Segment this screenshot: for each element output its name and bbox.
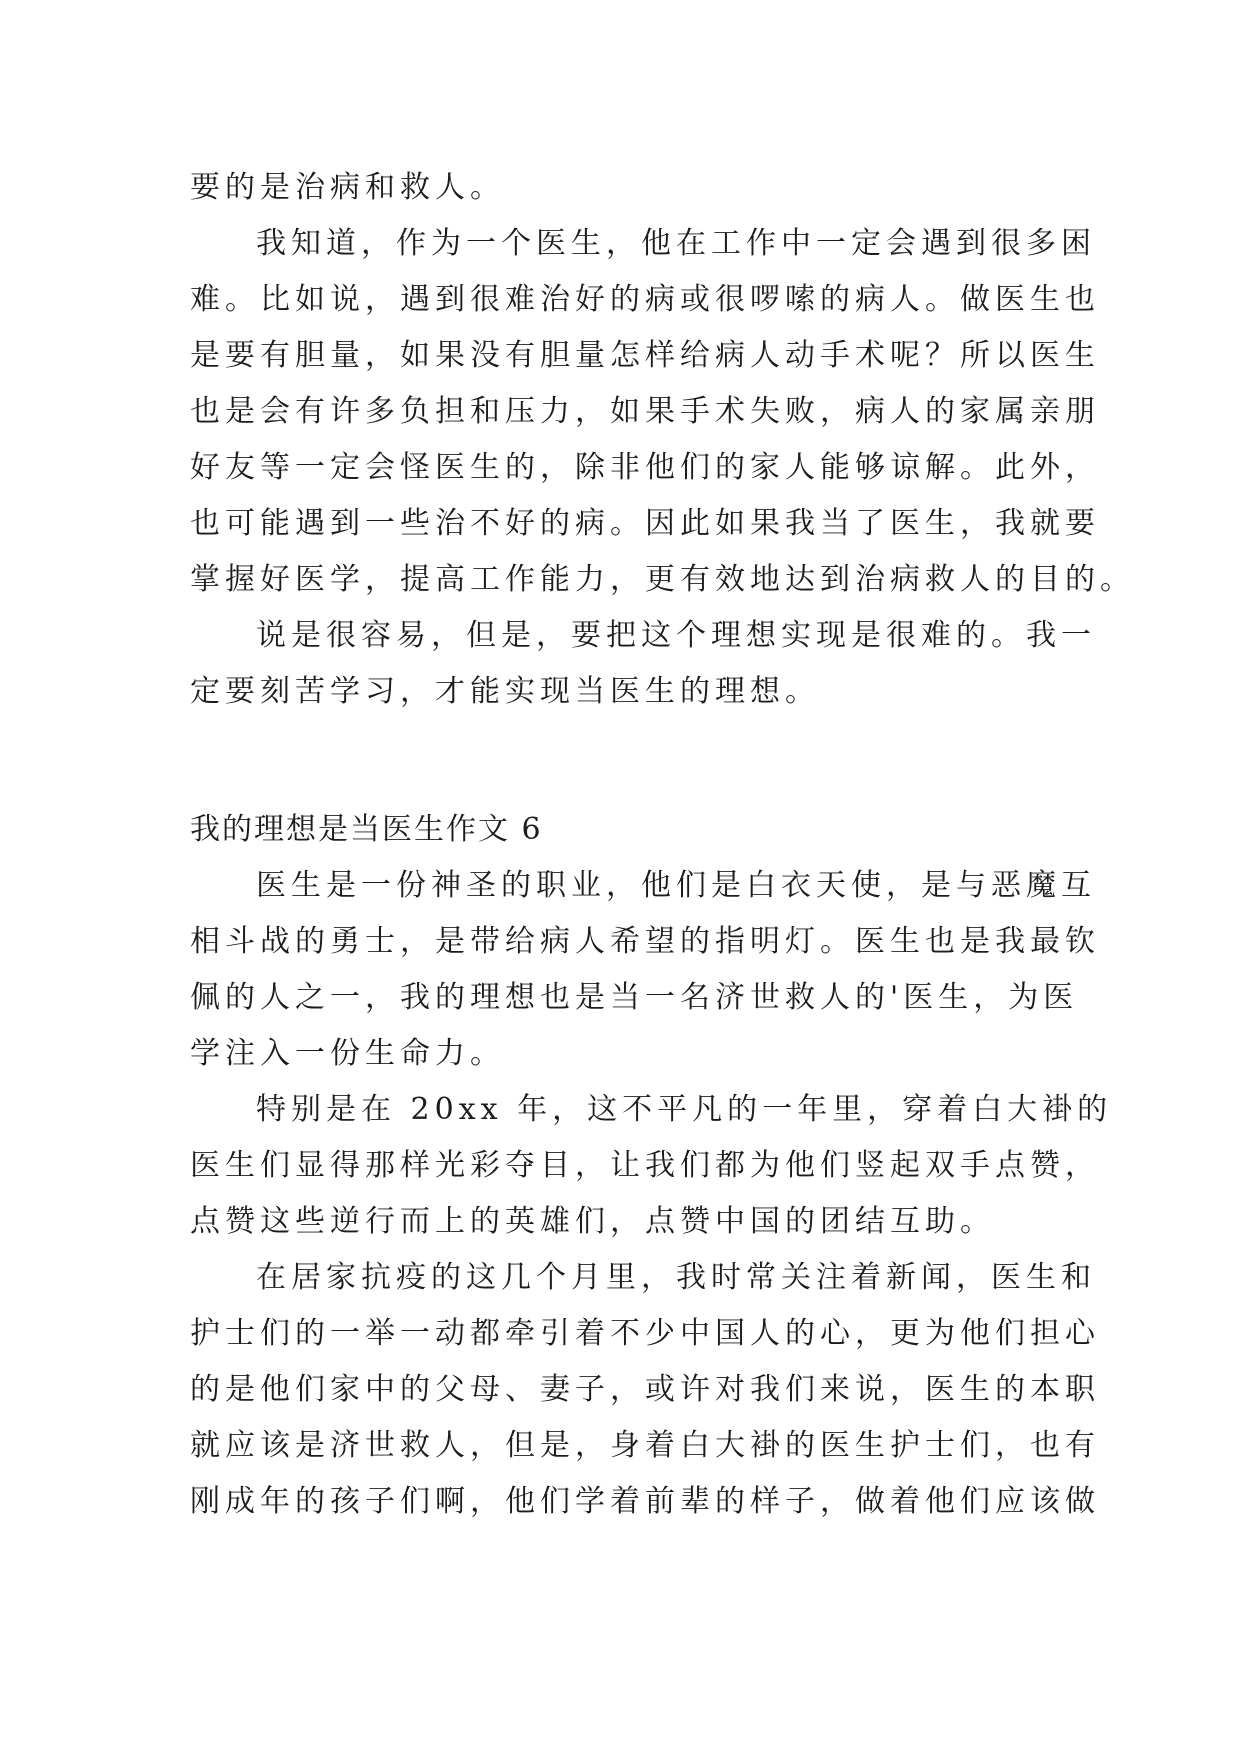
text-line: 就应该是济世救人，但是，身着白大褂的医生护士们，也有: [190, 1428, 1100, 1463]
text-line: 在居家抗疫的这几个月里，我时常关注着新闻，医生和: [256, 1260, 1096, 1295]
paragraph: [190, 608, 1096, 720]
text-line: 是要有胆量，如果没有胆量怎样给病人动手术呢？所以医生: [190, 338, 1100, 373]
text-line: 学注入一份生命力。: [190, 1036, 505, 1071]
paragraph: [190, 216, 1135, 608]
text-line: 难。比如说，遇到很难治好的病或很啰嗦的病人。做医生也: [190, 282, 1100, 317]
text-line: 佩的人之一，我的理想也是当一名济世救人的'医生，为医: [190, 980, 1079, 1015]
text-line: 医生是一份神圣的职业，他们是白衣天使，是与恶魔互: [256, 868, 1096, 903]
text-line: 医生们显得那样光彩夺目，让我们都为他们竖起双手点赞，: [190, 1148, 1100, 1183]
text-line: 护士们的一举一动都牵引着不少中国人的心，更为他们担心: [190, 1316, 1100, 1351]
text-line: 好友等一定会怪医生的，除非他们的家人能够谅解。此外，: [190, 450, 1100, 485]
paragraph: [190, 858, 1100, 1082]
section-heading: 我的理想是当医生作文 6: [190, 812, 543, 847]
text-line: 掌握好医学，提高工作能力，更有效地达到治病救人的目的。: [190, 562, 1135, 597]
text-line: 特别是在 20xx 年，这不平凡的一年里，穿着白大褂的: [256, 1092, 1113, 1127]
text-line: 说是很容易，但是，要把这个理想实现是很难的。我一: [256, 618, 1096, 653]
text-line: 的是他们家中的父母、妻子，或许对我们来说，医生的本职: [190, 1372, 1100, 1407]
text-line: 也是会有许多负担和压力，如果手术失败，病人的家属亲朋: [190, 394, 1100, 429]
text-line: 点赞这些逆行而上的英雄们，点赞中国的团结互助。: [190, 1204, 995, 1239]
text-line: 定要刻苦学习，才能实现当医生的理想。: [190, 674, 820, 709]
paragraph: [190, 1250, 1100, 1530]
text-line: 也可能遇到一些治不好的病。因此如果我当了医生，我就要: [190, 506, 1100, 541]
paragraph-continued: [190, 160, 1060, 216]
document-body: [190, 160, 1135, 1530]
text-line: 要的是治病和救人。: [190, 170, 505, 205]
section-gap: [190, 720, 1060, 802]
paragraph: [190, 1082, 1113, 1250]
text-line: 我知道，作为一个医生，他在工作中一定会遇到很多困: [256, 226, 1096, 261]
text-line: 相斗战的勇士，是带给病人希望的指明灯。医生也是我最钦: [190, 924, 1100, 959]
text-line: 刚成年的孩子们啊，他们学着前辈的样子，做着他们应该做: [190, 1484, 1100, 1519]
